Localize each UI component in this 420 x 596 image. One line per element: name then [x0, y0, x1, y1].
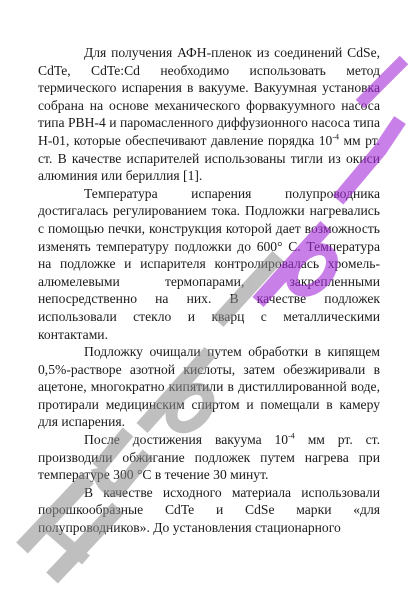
paragraph: Для получения АФН-пленок из соединений CdSe, CdTe, CdTe:Cd необходимо использовать метод термического испарения в вакууме. Вакуумная установка собрана на основе механического форвакуумного насоса типа РВН-4 и паромасленного диффузионного насоса типа Н-01, которые обеспечивают давление порядка $10^{-4}$ мм рт. ст. В качестве испарителей использованы тигли из окиси алюминия или бериллия [1].	[38, 45, 381, 184]
paragraph: В качестве исходного материала использовали порошкообразные CdTe и CdSe марки «для полупроводников». До установления стационарного	[38, 484, 380, 536]
paragraph: Подложку очищали путем обработки в кипящем 0,5%-растворе азотной кислоты, затем обезжиривали в ацетоне, многократно кипятили в дистиллированной воде, протирали медицинским спиртом и помещали в камеру для испарения.	[38, 344, 380, 430]
paragraph: После достижения вакуума $10^{-4}$ мм рт. ст. производили обжигание подложек путем нагрева при температуре 300 °С в течение 30 минут.	[38, 431, 380, 483]
document-body	[38, 44, 380, 537]
paragraph: Температура испарения полупроводника достигалась регулированием тока. Подложки нагревались с помощью печки, конструкция которой дает возможность изменять температуру подложки до 600° С. Температура на подложке и испарителя контролировалась хромель-алюмелевыми термопарами, закрепленными непосредственно на них. В качестве подложек использовали стекло и кварц с металлическими контактами.	[38, 185, 380, 342]
